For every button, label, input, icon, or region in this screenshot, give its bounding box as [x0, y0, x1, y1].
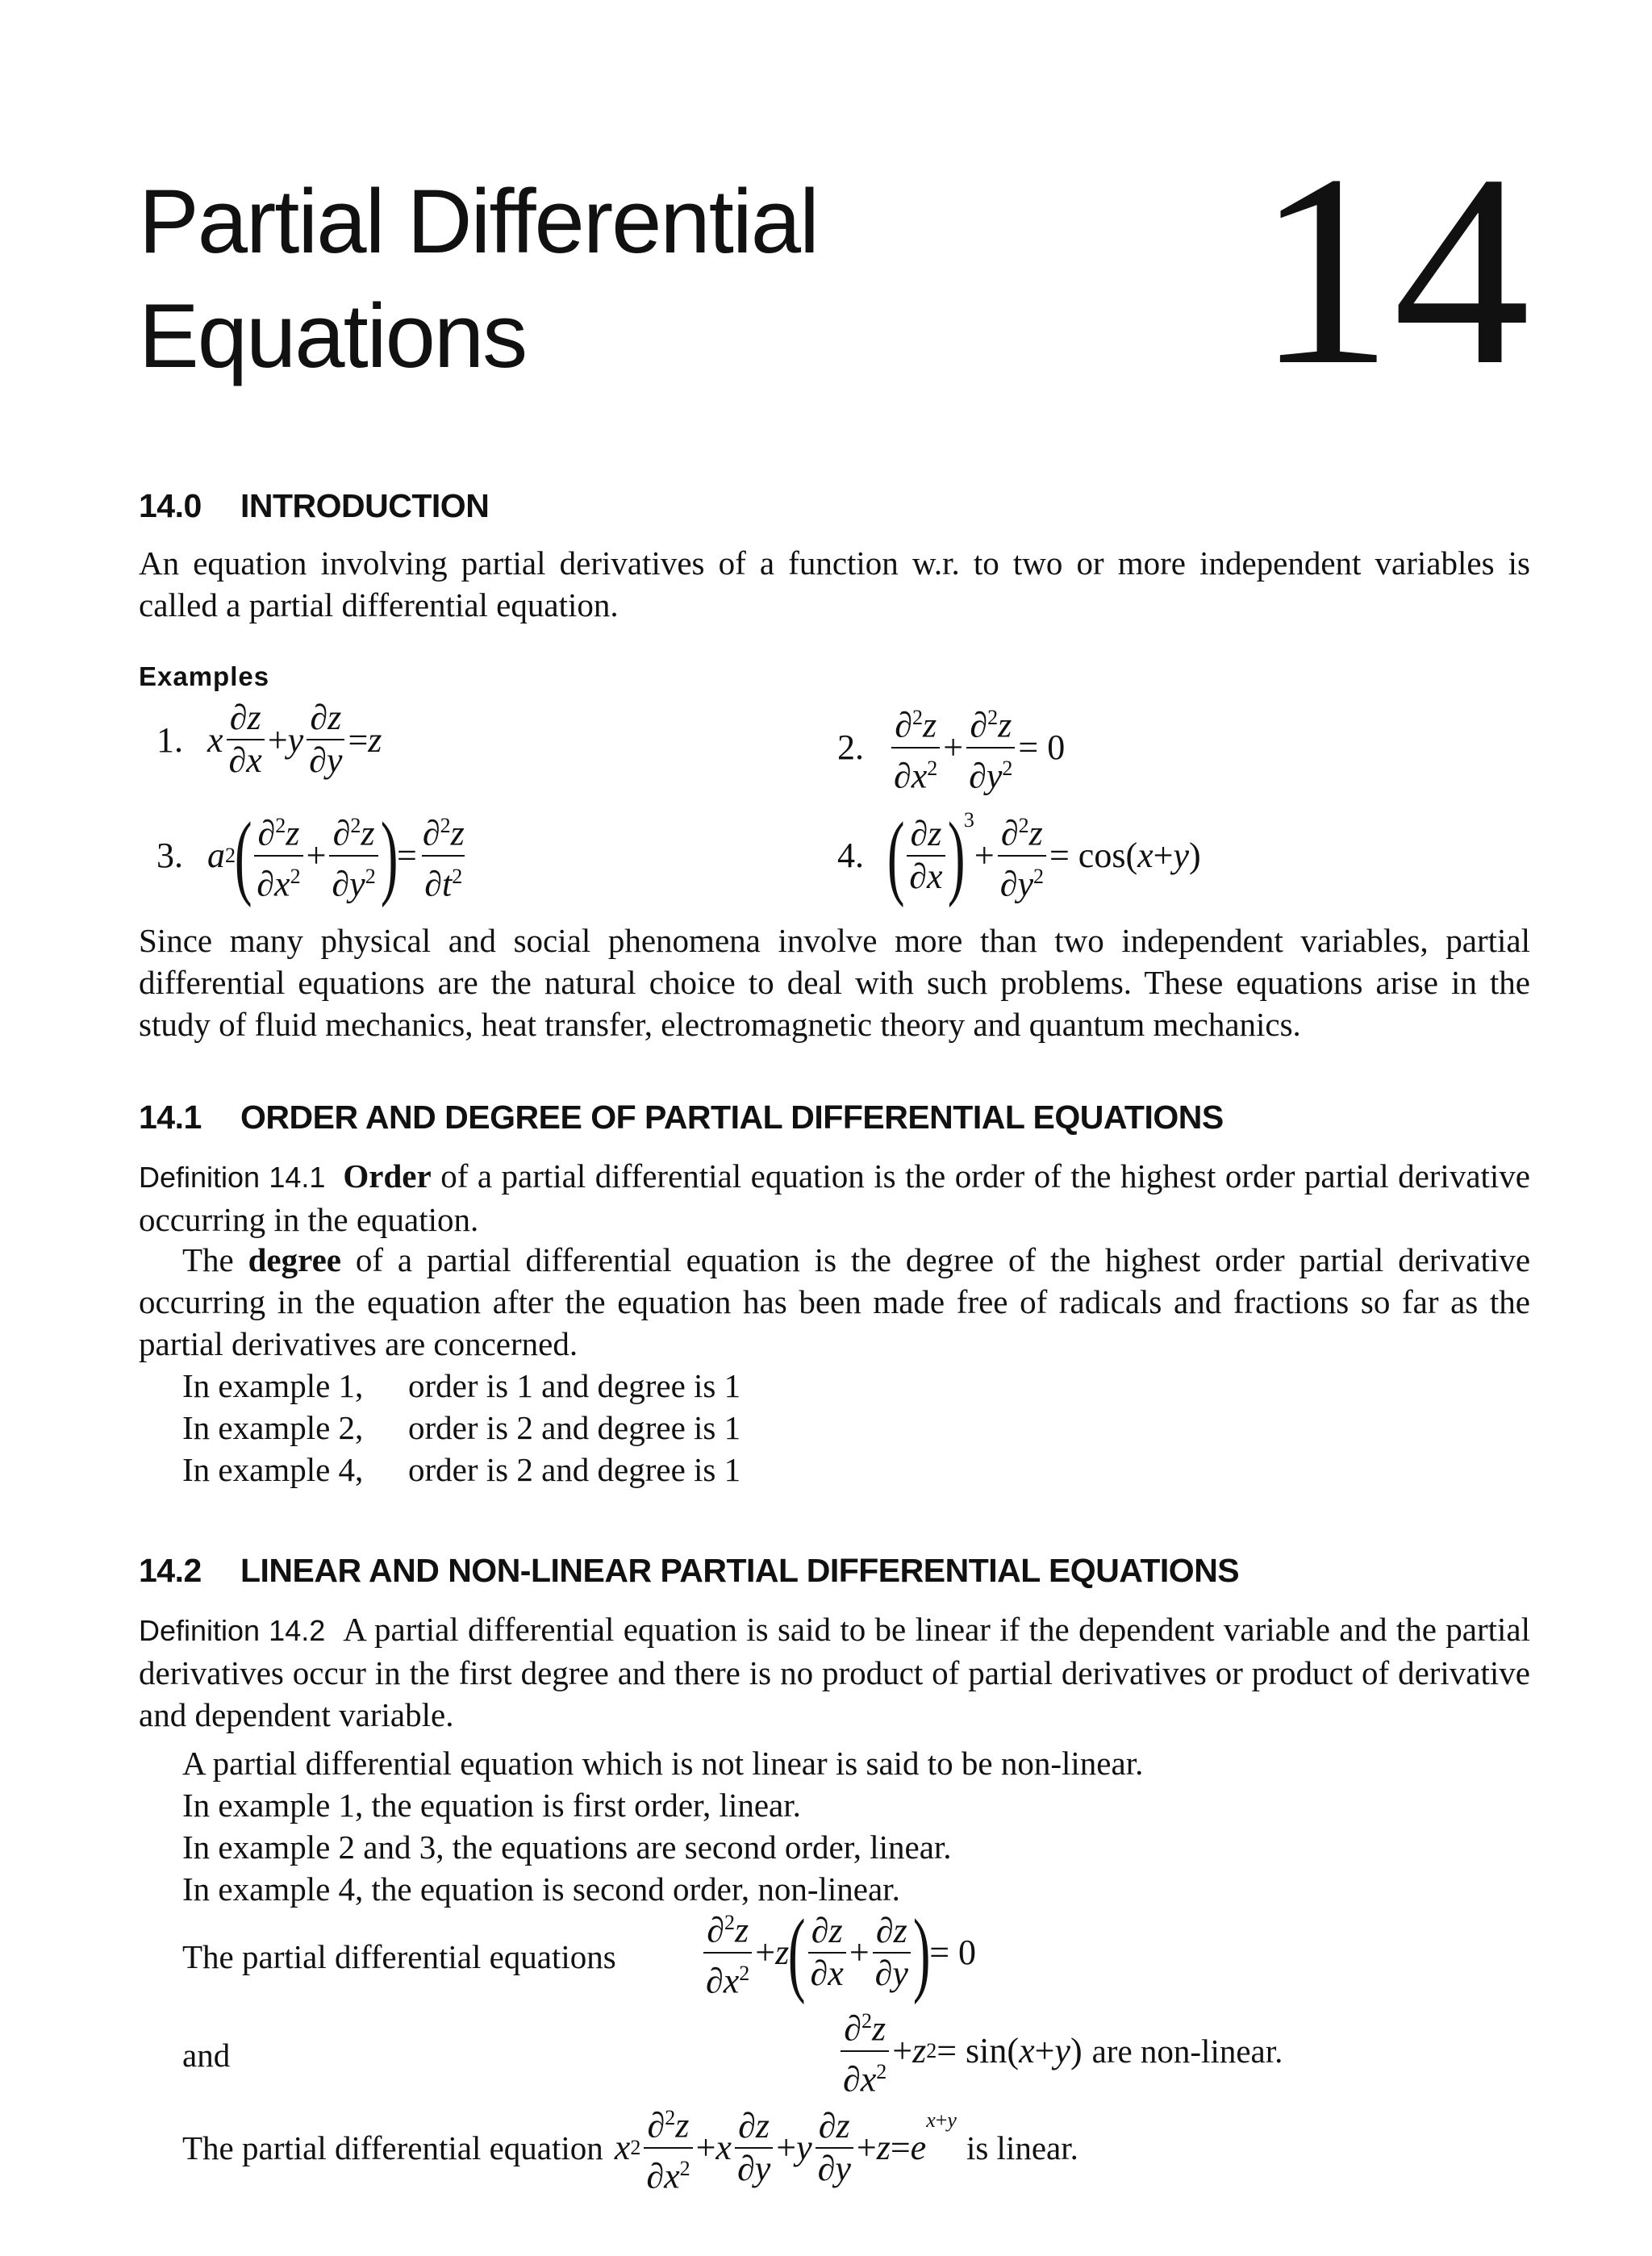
- closing-paragraph: Since many physical and social phenomena involve more than two independent variables, partial differential equations are the natural choice to deal with such problems. These equations arise in the study of fluid mechanics, heat transfer, electromagnetic theory and quantum mechanics.: [139, 922, 1530, 1043]
- degree-text: of a partial differential equation is the degree of the highest order partial derivative occurring in the equation after the equation has been made free of radicals and fractions so far as the partial derivatives are concerned.: [139, 1241, 1531, 1362]
- case-example: In example 1,: [182, 1367, 364, 1404]
- intro-paragraph: An equation involving partial derivatives of a function w.r. to two or more independent variables is called a partial differential equation.: [139, 544, 1530, 623]
- examples-label: Examples: [139, 661, 270, 691]
- order-case-1: [182, 1365, 740, 1407]
- definition-label: Definition 14.1: [139, 1161, 326, 1194]
- example-4-equation: 4. ( $\frac{\partial z}{\partial x}$ ) 3 + $\frac{\partial^2z}{\partial y^2}$ = cos( x + y ): [837, 802, 1201, 908]
- definition-text: A partial differential equation is said to be linear if the dependent variable and the partial derivatives occur in the first degree and there is no product of partial derivatives or product of derivative and dependent variable.: [139, 1611, 1530, 1733]
- section-heading-14-2: [139, 1552, 1239, 1590]
- section-number: 14.0: [139, 487, 202, 524]
- and-label: and: [182, 2037, 231, 2074]
- section-number: 14.2: [139, 1552, 202, 1589]
- term-degree: degree: [248, 1241, 341, 1278]
- case-text: order is 2 and degree is 1: [408, 1409, 741, 1446]
- degree-pre: The: [182, 1241, 234, 1278]
- chapter-title: [139, 165, 818, 394]
- definition-14-1: [139, 1155, 1530, 1241]
- linear-note-3: In example 2 and 3, the equations are second order, linear.: [182, 1829, 952, 1866]
- pde-label: The partial differential equations: [182, 1938, 616, 1975]
- example-number: 4.: [837, 836, 864, 876]
- nonlinear-tail: are non-linear.: [1091, 2032, 1283, 2070]
- order-case-2: [182, 1407, 740, 1449]
- nonlinear-equation-2: $\frac{\partial^2z}{\partial x^2}$ + z 2 = sin( x + y ) are non-linear.: [837, 2004, 1283, 2098]
- case-text: order is 1 and degree is 1: [408, 1367, 741, 1404]
- example-1-equation: 1. x $\frac{\partial z}{\partial x}$ + y $\frac{\partial z}{\partial y}$ = z: [156, 698, 382, 780]
- term-order: Order: [343, 1157, 432, 1195]
- chapter-title-line2: Equations: [139, 286, 527, 386]
- linear-note-2: In example 1, the equation is first order, linear.: [182, 1787, 801, 1824]
- order-case-3: [182, 1449, 740, 1491]
- linear-tail: is linear.: [966, 2129, 1078, 2166]
- section-title: INTRODUCTION: [240, 487, 490, 524]
- definition-14-2: [139, 1608, 1530, 1736]
- chapter-number: 14: [1256, 118, 1530, 422]
- linear-pre: The partial differential equation: [182, 2129, 603, 2166]
- example-number: 1.: [156, 719, 183, 760]
- linear-equation: The partial differential equation x 2 $\frac{\partial^2z}{\partial x^2}$ + x $\frac{\partial z}{\partial y}$ + y $\frac{\partial z}{\partial y}$ + z = e $^{x +y}$ is linear.: [182, 2105, 1078, 2196]
- section-number: 14.1: [139, 1099, 202, 1136]
- page: [139, 0, 1530, 2256]
- section-heading-14-1: [139, 1099, 1224, 1136]
- example-2-equation: 2. $\frac{\partial^2z}{\partial x^2}$ + $\frac{\partial^2z}{\partial y^2}$ = 0: [837, 705, 1066, 796]
- case-text: order is 2 and degree is 1: [408, 1451, 741, 1488]
- definition-label: Definition 14.2: [139, 1614, 326, 1647]
- definition-text: of a partial differential equation is the order of the highest order partial derivative occurring in the equation.: [139, 1157, 1531, 1238]
- linear-note-1: A partial differential equation which is not linear is said to be non-linear.: [182, 1745, 1144, 1782]
- example-number: 3.: [156, 836, 183, 876]
- degree-paragraph: [139, 1239, 1530, 1365]
- case-example: In example 2,: [182, 1409, 364, 1446]
- example-number: 2.: [837, 728, 864, 768]
- example-3-equation: 3. a 2 ( $\frac{\partial^2z}{\partial x^2}$ + $\frac{\partial^2z}{\partial y^2}$ ) = $\frac{\partial^2z}{\partial t^2}$: [156, 802, 465, 908]
- section-heading-14-0: [139, 487, 489, 525]
- chapter-title-line1: Partial Differential: [139, 171, 818, 272]
- section-title: LINEAR AND NON-LINEAR PARTIAL DIFFERENTIAL EQUATIONS: [240, 1552, 1240, 1589]
- case-example: In example 4,: [182, 1451, 364, 1488]
- linear-note-4: In example 4, the equation is second order, non-linear.: [182, 1870, 900, 1908]
- nonlinear-equation-1: $\frac{\partial^2z}{\partial x^2}$ + z ( $\frac{\partial z}{\partial x}$ + $\frac{\partial z}{\partial y}$ ) = 0: [700, 1905, 976, 2000]
- section-title: ORDER AND DEGREE OF PARTIAL DIFFERENTIAL EQUATIONS: [240, 1099, 1224, 1136]
